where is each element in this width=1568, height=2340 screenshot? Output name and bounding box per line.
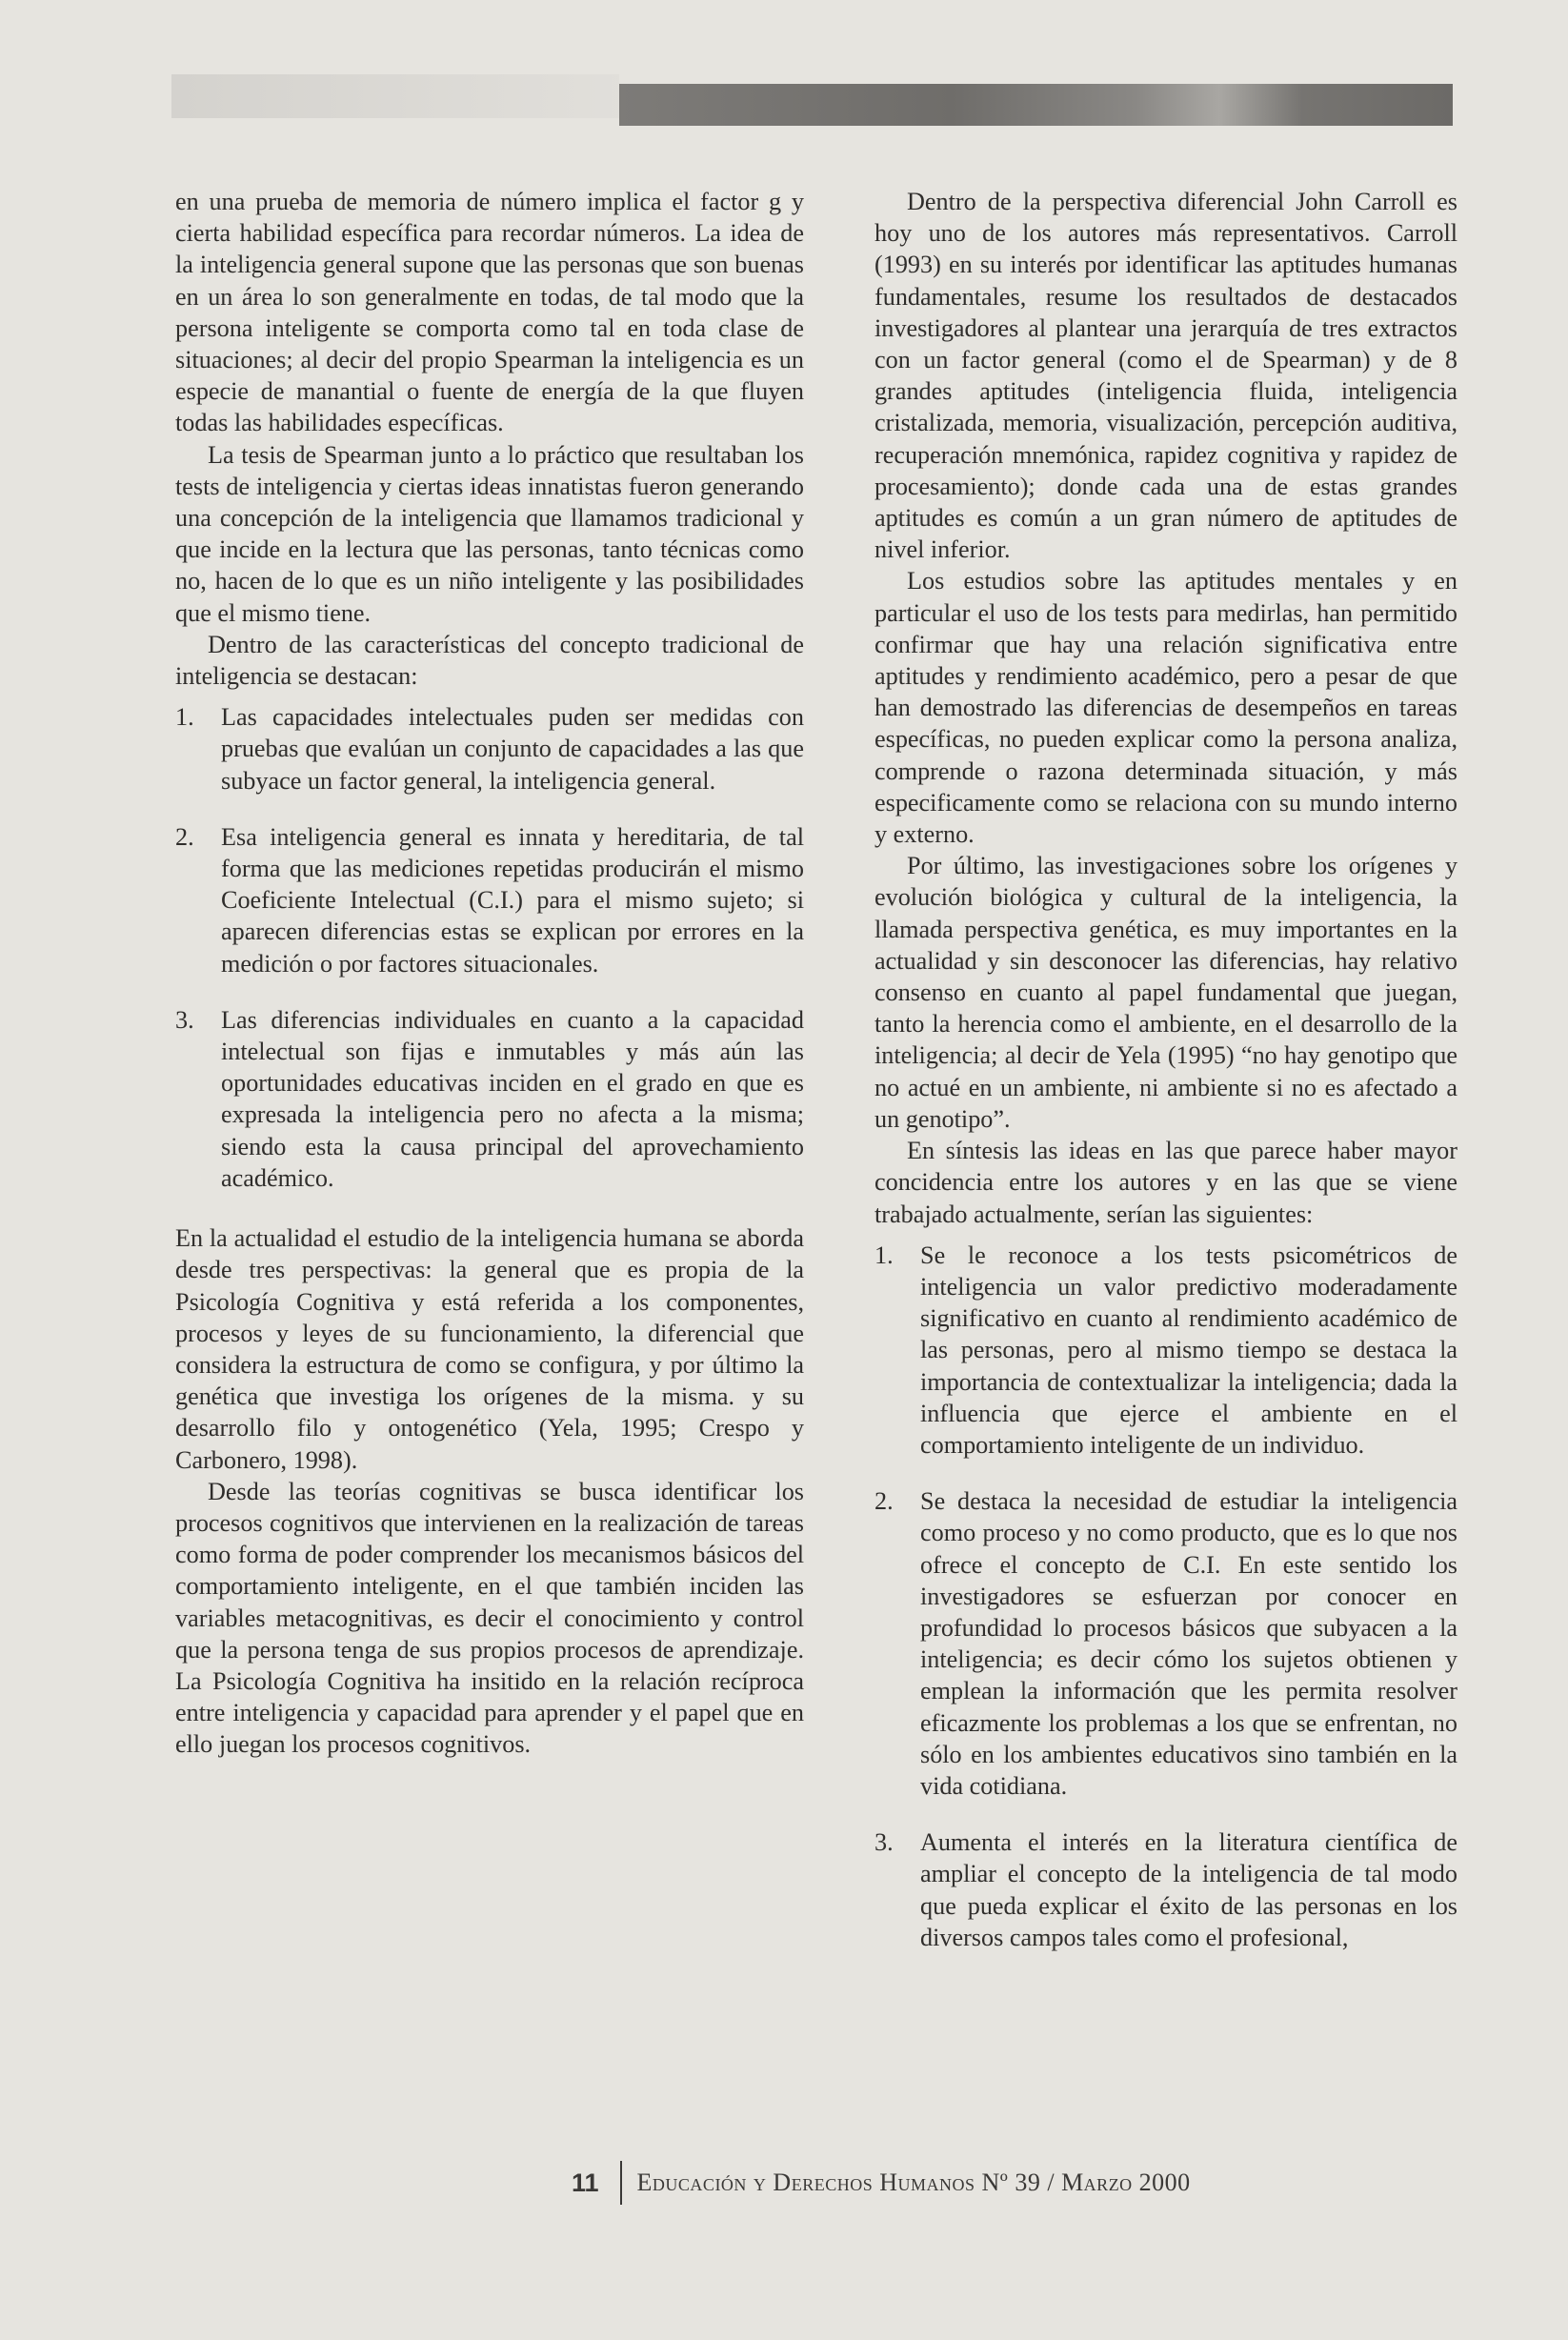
- list-item: [175, 821, 804, 979]
- list-number: 1.: [874, 1241, 894, 1269]
- list-item: [175, 701, 804, 797]
- right-column: [874, 186, 1457, 1978]
- header-band: [619, 84, 1453, 126]
- footer-divider: [620, 2161, 622, 2205]
- paragraph: En síntesis las ideas en las que parece haber mayor concidencia entre los autores y en las que se viene trabajado actualmente, serían las siguientes:: [874, 1137, 1457, 1228]
- list-number: 1.: [175, 703, 194, 732]
- synthesis-list: [874, 1240, 1457, 1953]
- list-number: 2.: [175, 822, 194, 851]
- paragraph: La tesis de Spearman junto a lo práctico que resultaban los tests de inteligencia y ciertas ideas innatistas fueron generando una concepción de la inteligencia que llamamos tradicional y que incide en la lectura que las personas, tanto técnicas como no, hacen de lo que es un niño inteligente y las posibilidades que el mismo tiene.: [175, 440, 804, 627]
- list-number: 3.: [874, 1828, 894, 1857]
- journal-title: Educación y Derechos Humanos Nº 39 / Marzo 2000: [636, 2169, 1191, 2196]
- list-text: Se destaca la necesidad de estudiar la inteligencia como proceso y no como producto, que es lo que nos ofrece el concepto de C.I. En este sentido los investigadores se esfuerzan por conocer en profundidad lo procesos básicos que subyacen a la inteligencia; es decir cómo los sujetos obtienen y emplean la información que les permita resolver eficazmente los problemas a los que se enfrentan, no sólo en los ambientes educativos sino también en la vida cotidiana.: [920, 1487, 1457, 1800]
- list-item: [874, 1826, 1457, 1953]
- list-text: Se le reconoce a los tests psicométricos de inteligencia un valor predictivo moderadamente significativo en cuanto al rendimiento académico de las personas, pero al mismo tiempo se destaca la importancia de contextualizar la inteligencia; dada la influencia que ejerce el ambiente en el comportamiento inteligente de un individuo.: [920, 1241, 1457, 1459]
- list-number: 2.: [874, 1487, 894, 1516]
- list-text: Esa inteligencia general es innata y hereditaria, de tal forma que las mediciones repetidas producirán el mismo Coeficiente Intelectual (C.I.) para el mismo sujeto; si aparecen diferencias estas se explican por errores en la medición o por factores situacionales.: [221, 822, 804, 978]
- list-text: Aumenta el interés en la literatura científica de ampliar el concepto de la inteligencia de tal modo que pueda explicar el éxito de las personas en los diversos campos tales como el profesional,: [920, 1828, 1457, 1951]
- paragraph: Dentro de la perspectiva diferencial John Carroll es hoy uno de los autores más representativos. Carroll (1993) en su interés por identificar las aptitudes humanas fundamentales, resume los resultados de destacados investigadores al plantear una jerarquía de tres extractos con un factor general (como el de Spearman) y de 8 grandes aptitudes (inteligencia fluida, inteligencia cristalizada, memoria, visualización, percepción auditiva, recuperación mnemónica, rapidez cognitiva y rapidez de procesamiento); donde cada una de estas grandes aptitudes es común a un gran número de aptitudes de nivel inferior.: [874, 188, 1457, 564]
- header-smudge: [171, 74, 619, 118]
- list-text: Las capacidades intelectuales puden ser medidas con pruebas que evalúan un conjunto de capacidades a las que subyace un factor general, la inteligencia general.: [221, 703, 804, 795]
- list-item: [175, 1004, 804, 1194]
- paragraph: En la actualidad el estudio de la inteligencia humana se aborda desde tres perspectivas: la general que es propia de la Psicología Cognitiva y está referida a los componentes, procesos y leyes de su funcionamiento, la diferencial que considera la estructura de como se configura, y por último la genética que investiga los orígenes de la misma. y su desarrollo filo y ontogenético (Yela, 1995; Crespo y Carbonero, 1998).: [175, 1224, 804, 1474]
- list-text: Las diferencias individuales en cuanto a la capacidad intelectual son fijas e inmutables y más aún las oportunidades educativas inciden en el grado en que es expresada la inteligencia pero no afecta a la misma; siendo esta la causa principal del aprovechamiento académico.: [221, 1005, 804, 1192]
- page-number: 11: [572, 2168, 599, 2197]
- list-number: 3.: [175, 1005, 194, 1034]
- characteristics-list: [175, 701, 804, 1194]
- paragraph: en una prueba de memoria de número implica el factor g y cierta habilidad específica para recordar números. La idea de la inteligencia general supone que las personas que son buenas en un área lo son generalmente en todas, de tal modo que la persona inteligente se comporta como tal en toda clase de situaciones; al decir del propio Spearman la inteligencia es un especie de manantial o fuente de energía de la que fluyen todas las habilidades específicas.: [175, 188, 804, 437]
- paragraph: Por último, las investigaciones sobre los orígenes y evolución biológica y cultural de la inteligencia, la llamada perspectiva genética, es muy importantes en la actualidad y sin desconocer las diferencias, hay relativo consenso en cuanto al papel fundamental que juegan, tanto la herencia como el ambiente, en el desarrollo de la inteligencia; al decir de Yela (1995) “no hay genotipo que no actué en un ambiente, ni ambiente si no es afectado a un genotipo”.: [874, 852, 1457, 1133]
- left-column: [175, 186, 804, 1761]
- page-footer: [572, 2161, 1191, 2205]
- paragraph: Los estudios sobre las aptitudes mentales y en particular el uso de los tests para medirlas, han permitido confirmar que hay una relación significativa entre aptitudes y rendimiento académico, pero a pesar de que han demostrado las diferencias de desempeños en tareas específicas, no pueden explicar como la persona analiza, comprende o razona determinada situación, y más especificamente como se relaciona con su mundo interno y externo.: [874, 567, 1457, 849]
- list-item: [874, 1485, 1457, 1802]
- paragraph: Dentro de las características del concepto tradicional de inteligencia se destacan:: [175, 630, 804, 691]
- list-item: [874, 1240, 1457, 1461]
- paragraph: Desde las teorías cognitivas se busca identificar los procesos cognitivos que intervienen en la realización de tareas como forma de poder comprender los mecanismos básicos del comportamiento inteligente, en el que también inciden las variables metacognitivas, es decir el conocimiento y control que la persona tenga de sus propios procesos de aprendizaje. La Psicología Cognitiva ha insitido en la relación recíproca entre inteligencia y capacidad para aprender y el papel que en ello juegan los procesos cognitivos.: [175, 1477, 804, 1759]
